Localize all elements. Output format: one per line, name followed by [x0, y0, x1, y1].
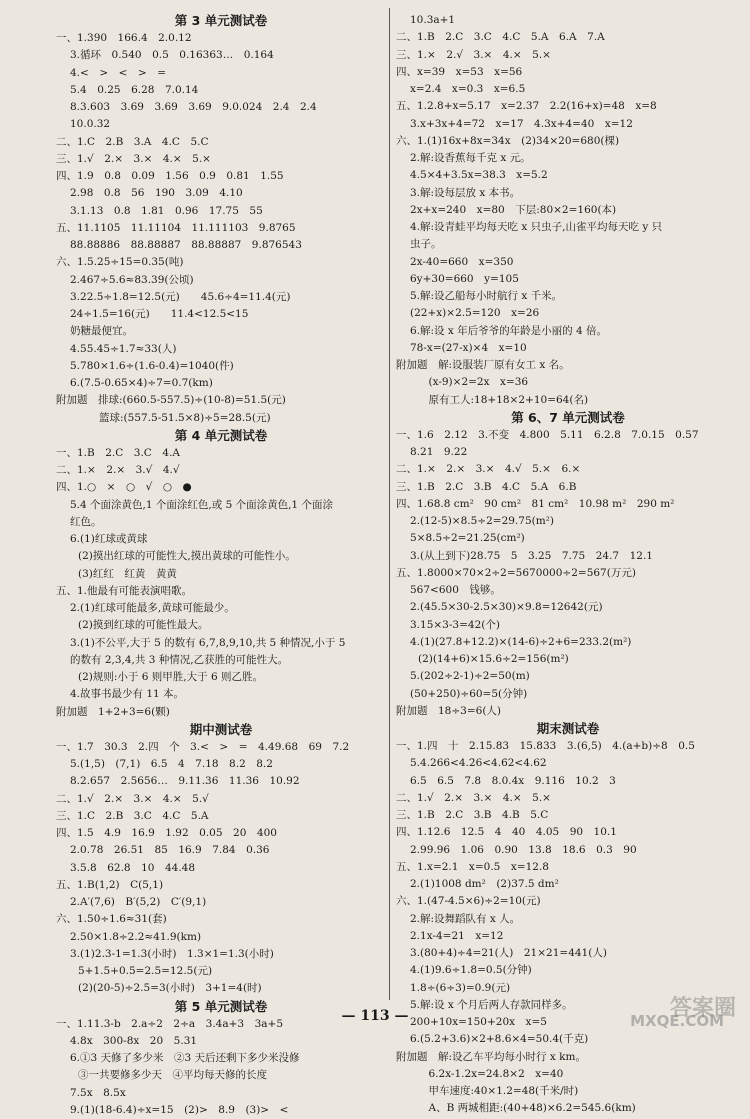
right-column: [396, 12, 740, 1118]
answer-line: 篮球:(557.5-51.5×8)÷5=28.5(元): [78, 411, 271, 424]
answer-line: 3.(80+4)÷4=21(人) 21×21=441(人): [410, 947, 607, 959]
answer-line: 8.3.603 3.69 3.69 3.69 9.0.024 2.4 2.4: [70, 101, 317, 113]
answer-line: 四、1.12.6 12.5 4 40 4.05 90 10.1: [396, 826, 617, 839]
answer-line: 2.1x-4=21 x=12: [410, 929, 504, 942]
answer-line: 二、1.× 2.× 3.√ 4.√: [56, 464, 180, 476]
answer-line: 3.22.5÷1.8=12.5(元) 45.6÷4=11.4(元): [70, 290, 291, 303]
answer-line: x=2.4 x=0.3 x=6.5: [410, 83, 526, 95]
answer-line: 虫子。: [410, 238, 442, 251]
answer-line: 一、1.390 166.4 2.0.12: [56, 32, 192, 44]
answer-line: 2.50×1.8÷2.2≈41.9(km): [70, 930, 202, 943]
answer-line: 5.4 0.25 6.28 7.0.14: [70, 83, 199, 96]
answer-line: 5.4 个面涂黄色,1 个面涂红色,或 5 个面涂黄色,1 个面涂: [70, 498, 333, 511]
answer-line: 6.(1)红球或黄球: [70, 533, 148, 545]
answer-line: 奶糖最便宜。: [70, 325, 133, 338]
answer-line: 一、1.四 十 2.15.83 15.833 3.(6,5) 4.(a+b)÷8 0.5: [396, 740, 695, 752]
answer-line: 三、1.B 2.C 3.B 4.B 5.C: [396, 809, 549, 821]
answer-line: 6.(5.2+3.6)×2+8.6×4=50.4(千克): [410, 1033, 589, 1046]
answer-line: 4.故事书最少有 11 本。: [70, 688, 185, 701]
answer-line: 四、1.○ × ○ √ ○ ●: [56, 481, 192, 494]
answer-line: 6.①3 天修了多少米 ②3 天后还剩下多少米没修: [70, 1052, 300, 1064]
answer-line: 3.解:设每层放 x 本书。: [410, 186, 521, 199]
section-heading: 第 3 单元测试卷: [174, 13, 268, 28]
answer-line: 三、1.C 2.B 3.C 4.C 5.A: [56, 809, 209, 822]
answer-line: 六、1.(1)16x+8x=34x (2)34×20=680(棵): [396, 134, 620, 147]
answer-line: 4.(1)(27.8+12.2)×(14-6)÷2+6=233.2(m²): [410, 635, 632, 648]
answer-line: 六、1.50÷1.6≈31(套): [56, 913, 167, 926]
answer-line: 78-x=(27-x)×4 x=10: [410, 341, 527, 354]
answer-line: 6.(7.5-0.65×4)÷7=0.7(km): [70, 377, 213, 389]
answer-line: 2.0.78 26.51 85 16.9 7.84 0.36: [70, 844, 270, 857]
answer-line: 4.5×4+3.5x=38.3 x=5.2: [410, 169, 548, 182]
answer-line: 5+1.5+0.5=2.5=12.5(元): [78, 965, 213, 977]
answer-line: 2.467÷5.6≈83.39(公顷): [70, 273, 194, 286]
answer-line: 2.(1)1008 dm² (2)37.5 dm²: [410, 878, 559, 890]
answer-line: 二、1.B 2.C 3.C 4.C 5.A 6.A 7.A: [396, 31, 605, 44]
page-number: — 113 —: [341, 1008, 409, 1024]
answer-line: 四、1.68.8 cm² 90 cm² 81 cm² 10.98 m² 290 m²: [396, 497, 675, 510]
answer-line: 4.55.45÷1.7≈33(人): [70, 342, 177, 355]
answer-line: 二、1.√ 2.× 3.× 4.× 5.√: [56, 792, 209, 805]
answer-line: 三、1.B 2.C 3.B 4.C 5.A 6.B: [396, 480, 577, 493]
answer-line: 4.< > < > =: [70, 66, 167, 79]
answer-line: 6.解:设 x 年后爷爷的年龄是小丽的 4 倍。: [410, 324, 608, 337]
answer-line: 2.98 0.8 56 190 3.09 4.10: [70, 187, 243, 200]
answer-line: 甲车速度:40×1.2=48(千米/时): [418, 1085, 579, 1097]
watermark-logo: 答案圈: [669, 996, 736, 1021]
answer-line: 红色。: [70, 515, 102, 528]
section-heading: 第 4 单元测试卷: [174, 427, 268, 443]
answer-line: 5.(1,5) (7,1) 6.5 4 7.18 8.2 8.2: [70, 758, 273, 770]
answer-line: 1.8÷(6÷3)=0.9(元): [410, 981, 511, 994]
answer-line: 10.0.32: [70, 118, 111, 131]
answer-line: 2.(45.5×30-2.5×30)×9.8=12642(元): [410, 601, 603, 614]
answer-line: 567<600 钱够。: [410, 584, 501, 596]
answer-line: 7.5x 8.5x: [70, 1086, 126, 1099]
answer-line: 5.780×1.6÷(1.6-0.4)=1040(件): [70, 359, 234, 372]
answer-line: 6y+30=660 y=105: [410, 272, 519, 285]
answer-line: 4.8x 300-8x 20 5.31: [70, 1034, 198, 1047]
answer-line: 附加题 解:设服装厂原有女工 x 名。: [396, 359, 570, 371]
answer-line: 三、1.× 2.√ 3.× 4.× 5.×: [396, 48, 551, 61]
answer-line: 三、1.√ 2.× 3.× 4.× 5.×: [56, 152, 211, 165]
answer-line: 2.(1)红球可能最多,黄球可能最少。: [70, 602, 235, 614]
answer-line: A、B 两城相距:(40+48)×6.2=545.6(km): [418, 1102, 636, 1115]
watermark-url: MXQE.COM: [630, 1012, 724, 1030]
section-heading: 第 6、7 单元测试卷: [511, 409, 625, 425]
answer-line: 9.(1)(18-6.4)÷x=15 (2)> 8.9 (3)> <: [70, 1103, 289, 1116]
answer-line: 六、1.5.25÷15=0.35(吨): [56, 256, 184, 269]
answer-line: 10.3a+1: [410, 14, 456, 26]
answer-line: 附加题 18÷3=6(人): [396, 704, 502, 717]
answer-line: 8.2.657 2.5656… 9.11.36 11.36 10.92: [70, 775, 300, 788]
answer-line: 五、1.他最有可能表演唱歌。: [56, 584, 193, 597]
answer-line: 5.4.266<4.2̇6<4.6̇2<4.62: [410, 757, 547, 770]
answer-line: (2)(20-5)÷2.5=3(小时) 3+1=4(时): [78, 982, 262, 995]
answer-line: 3.(1)不公平,大于 5 的数有 6,7,8,9,10,共 5 种情况,小于 5: [70, 636, 346, 649]
answer-line: 2x-40=660 x=350: [410, 255, 514, 268]
answer-line: (2)摸出红球的可能性大,摸出黄球的可能性小。: [78, 550, 296, 563]
answer-line: 2.99.96 1.06 0.90 13.8 18.6 0.3 90: [410, 843, 637, 856]
answer-line: 4.(1)9.6÷1.8=0.5(分钟): [410, 964, 532, 977]
answer-line: 2.A′(7,6) B′(5,2) C′(9,1): [70, 896, 207, 908]
answer-line: 88.88886 88.88887 88.88887 9.876543: [70, 239, 302, 251]
answer-line: 8.21 9.22: [410, 446, 468, 458]
answer-line: (2)(14+6)×15.6÷2=156(m²): [418, 653, 569, 665]
answer-line: 五、1.x=2.1 x=0.5 x=12.8: [396, 860, 549, 873]
answer-line: 四、1.9 0.8 0.09 1.56 0.9 0.81 1.55: [56, 170, 284, 182]
answer-line: (2)规则:小于 6 则甲胜,大于 6 则乙胜。: [78, 671, 263, 683]
answer-line: 二、1.√ 2.× 3.× 4.× 5.×: [396, 791, 551, 804]
answer-line: 五、1.2.8+x=5.17 x=2.37 2.2(16+x)=48 x=8: [396, 100, 657, 113]
answer-line: (50+250)÷60=5(分钟): [410, 687, 528, 700]
section-heading: 期末测试卷: [536, 721, 600, 736]
answer-line: 附加题 排球:(660.5-557.5)÷(10-8)=51.5(元): [56, 394, 286, 407]
answer-line: 一、1.B 2.C 3.C 4.A: [56, 446, 180, 459]
answer-line: 一、1.7 30.3 2.四 个 3.< > = 4.49.68 69 7.2: [56, 740, 350, 753]
answer-line: 3.循环 0.540 0.5 0.16363… 0.164: [70, 49, 274, 62]
answer-line: 3.(从上到下)28.75 5 3.25 7.75 24.7 12.1: [410, 549, 653, 562]
left-column: [56, 12, 386, 1119]
answer-line: 3.15×3-3=42(个): [410, 618, 500, 631]
answer-line: 24÷1.5=16(元) 11.4<12.5<15: [70, 308, 249, 320]
answer-line: 5.解:设乙船每小时航行 x 千米。: [410, 290, 563, 302]
column-divider: [389, 8, 390, 1000]
answer-line: (x-9)×2=2x x=36: [418, 376, 529, 389]
answer-line: 4.解:设青蛙平均每天吃 x 只虫子,山雀平均每天吃 y 只: [410, 221, 663, 233]
answer-line: 原有工人:18+18×2+10=64(名): [418, 393, 589, 406]
answer-line: 5.解:设 x 个月后两人存款同样多。: [410, 998, 573, 1011]
answer-line: 一、1.11.3-b 2.a÷2 2÷a 3.4a+3 3a+5: [56, 1017, 284, 1030]
answer-line: 2.解:设舞蹈队有 x 人。: [410, 912, 521, 925]
answer-line: 二、1.C 2.B 3.A 4.C 5.C: [56, 135, 209, 148]
answer-line: 的数有 2,3,4,共 3 种情况,乙获胜的可能性大。: [70, 653, 289, 666]
answer-line: 5×8.5÷2=21.25(cm²): [410, 532, 525, 545]
answer-line: 四、1.5 4.9 16.9 1.92 0.05 20 400: [56, 827, 277, 839]
answer-line: 六、1.(47-4.5×6)÷2=10(元): [396, 895, 541, 908]
answer-line: 3.x+3x+4=72 x=17 4.3x+4=40 x=12: [410, 117, 633, 130]
answer-line: 200+10x=150+20x x=5: [410, 1016, 547, 1028]
answer-line: ③一共要修多少天 ④平均每天修的长度: [78, 1069, 267, 1082]
answer-line: (22+x)×2.5=120 x=26: [410, 307, 540, 320]
answer-line: 3.5.8 62.8 10 44.48: [70, 861, 196, 874]
answer-line: 3.(1)2.3-1=1.3(小时) 1.3×1=1.3(小时): [70, 947, 274, 960]
answer-line: 6.2x-1.2x=24.8×2 x=40: [418, 1067, 564, 1080]
answer-line: 2x+x=240 x=80 下层:80×2=160(本): [410, 203, 617, 216]
answer-line: 五、1.B(1,2) C(5,1): [56, 878, 164, 891]
answer-line: (3)红红 红黄 黄黄: [78, 567, 177, 580]
answer-line: 2.解:设香蕉每千克 x 元。: [410, 152, 531, 164]
answer-line: 一、1.6 2.12 3.不变 4.800 5.11 6.2.8 7.0.15 0.57: [396, 428, 699, 441]
answer-line: 附加题 1+2+3=6(颗): [56, 705, 170, 718]
answer-line: 2.(12-5)×8.5÷2=29.75(m²): [410, 515, 554, 527]
answer-line: 5.(202÷2-1)÷2=50(m): [410, 670, 530, 683]
section-heading: 期中测试卷: [189, 721, 253, 737]
answer-line: 五、11.1105 11.11104 11.111103 9.8765: [56, 221, 296, 234]
answer-line: (2)摸到红球的可能性最大。: [78, 619, 209, 632]
answer-line: 附加题 解:设乙车平均每小时行 x km。: [396, 1050, 586, 1063]
section-heading: 第 5 单元测试卷: [174, 998, 268, 1014]
answer-line: 3.1.13 0.8 1.81 0.96 17.75 55: [70, 204, 263, 217]
answer-line: 6.5 6.5 7.8 8.0.4x 9.116 10.2 3: [410, 774, 616, 787]
answer-line: 四、x=39 x=53 x=56: [396, 65, 523, 78]
answer-line: 二、1.× 2.× 3.× 4.√ 5.× 6.×: [396, 463, 581, 476]
answer-line: 五、1.8000×70×2÷2=5670000÷2=567(万元): [396, 566, 636, 579]
